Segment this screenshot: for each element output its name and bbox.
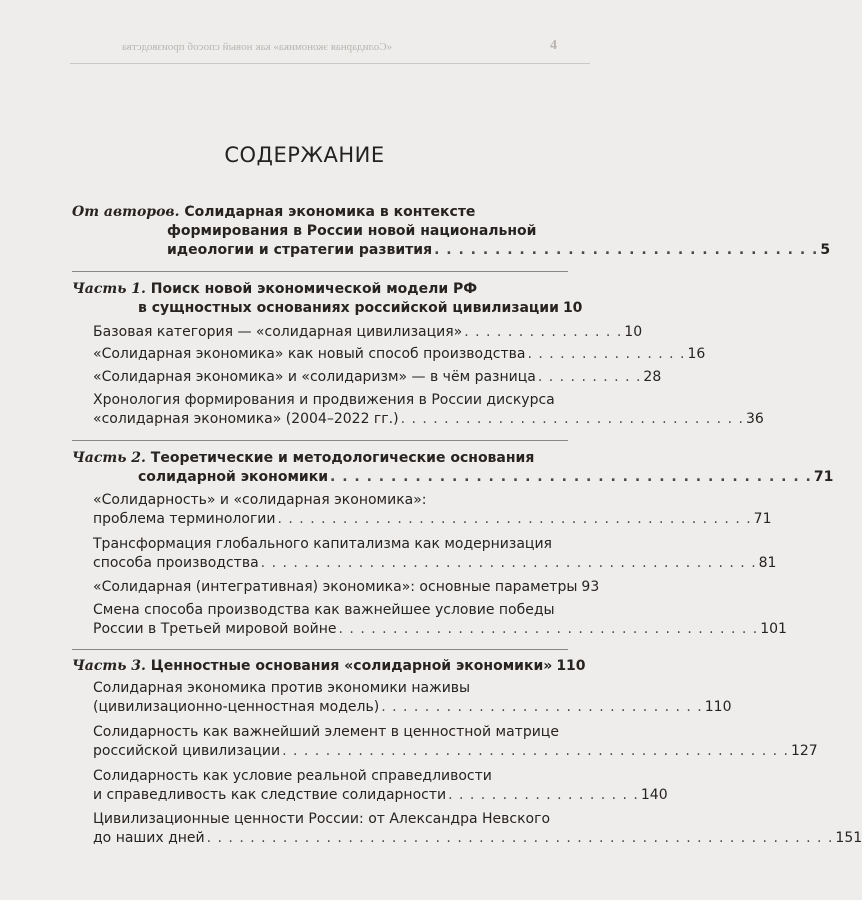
toc-entry-chapter[interactable] [93,323,643,342]
toc-entry-title-line: способа производства [93,555,259,571]
toc-entry-title-line: «Солидарная (интегративная) экономика»: основные параметры [93,579,578,595]
ghost-header-rule [70,63,590,64]
toc-page-number: 10 [562,300,583,316]
toc-entry-chapter[interactable] [93,578,600,597]
section-separator [72,649,568,650]
toc-entry-lead: Часть 2. [72,450,146,466]
toc-page-number: 71 [813,469,834,485]
toc-page-number: 93 [581,579,600,595]
toc-entry-title-line: Теоретические и методологические основания [150,450,535,466]
section-separator [72,271,568,272]
toc-page-number: 110 [556,658,586,674]
toc-entry-part-2[interactable] [72,449,834,487]
toc-leader-dots: . . . . . . . . . . . . . . . . . . . . . . . . . . . . . . . . . . . . . . . [338,621,759,637]
ghost-running-header: «Солидарная экономика» как новый способ производства [122,41,393,53]
toc-entry-part-1[interactable] [72,280,583,318]
toc-entry-title-line: формирования в России новой национальной [167,223,537,239]
toc-entry-lead: От авторов. [72,204,180,220]
toc-entry-chapter[interactable] [93,391,764,429]
toc-entry-chapter[interactable] [93,345,706,364]
toc-leader-dots: . . . . . . . . . . . . . . . [527,346,686,362]
toc-entry-title-line: «Солидарная экономика» и «солидаризм» — в чём разница [93,369,536,385]
toc-page-number: 127 [790,743,818,759]
ghost-page-number: 4 [550,38,557,53]
toc-entry-chapter[interactable] [93,601,787,639]
toc-entry-title-line: Хронология формирования и продвижения в России дискурса [93,392,555,408]
toc-page-number: 5 [820,242,831,258]
toc-entry-title-line: «Солидарность» и «солидарная экономика»: [93,492,427,508]
toc-entry-title-line: Ценностные основания «солидарной экономики» [150,658,553,674]
toc-entry-title-line: Солидарность как условие реальной справедливости [93,768,492,784]
toc-leader-dots: . . . . . . . . . . . . . . . . . . [448,787,639,803]
toc-page-number: 140 [640,787,668,803]
toc-page-number: 10 [624,324,643,340]
toc-leader-dots: . . . . . . . . . . . . . . . . . . . . . . . . . . . . . . . . . . . . . . . . . . . . . . . . . . . . . . . . . . [206,830,834,846]
toc-entry-title-line: «солидарная экономика» (2004–2022 гг.) [93,411,399,427]
toc-entry-title-line: Солидарная экономика в контексте [184,204,476,220]
toc-entry-title-line: солидарной экономики [138,469,329,485]
toc-page-number: 151 [835,830,862,846]
toc-entry-title-line: до наших дней [93,830,205,846]
toc-entry-title-line: Смена способа производства как важнейшее условие победы [93,602,555,618]
toc-entry-title-line: проблема терминологии [93,511,276,527]
toc-entry-chapter[interactable] [93,810,862,848]
toc-entry-title-line: «Солидарная экономика» как новый способ производства [93,346,526,362]
toc-leader-dots: . . . . . . . . . . [537,369,642,385]
toc-entry-lead: Часть 3. [72,658,146,674]
toc-entry-chapter[interactable] [93,767,668,805]
section-separator [72,440,568,441]
toc-page-number: 28 [643,369,662,385]
toc-entry-title-line: идеологии и стратегии развития [167,242,433,258]
toc-entry-chapter[interactable] [93,679,732,717]
toc-page-number: 36 [745,411,764,427]
toc-leader-dots: . . . . . . . . . . . . . . . . . . . . . . . . . . . . . . [381,699,703,715]
toc-entry-title-line: российской цивилизации [93,743,281,759]
toc-leader-dots: . . . . . . . . . . . . . . . . . . . . . . . . . . . . . . . . . . . . . . . . [330,469,812,485]
page-title: СОДЕРЖАНИЕ [224,143,385,167]
toc-page-number: 101 [760,621,787,637]
toc-entry-title-line: России в Третьей мировой войне [93,621,337,637]
toc-entry-authors[interactable] [72,203,831,260]
toc-entry-title-line: Солидарность как важнейший элемент в ценностной матрице [93,724,559,740]
toc-leader-dots: . . . . . . . . . . . . . . . . . . . . . . . . . . . . . . . . . . . . . . . . . . . . [277,511,752,527]
toc-entry-lead: Часть 1. [72,281,146,297]
toc-page-number: 71 [753,511,772,527]
toc-entry-title-line: Поиск новой экономической модели РФ [150,281,478,297]
toc-entry-title-line: в сущностных основаниях российской цивилизации [138,300,559,316]
toc-entry-title-line: Базовая категория — «солидарная цивилизация» [93,324,463,340]
toc-page-number: 81 [758,555,777,571]
toc-entry-title-line: (цивилизационно-ценностная модель) [93,699,380,715]
toc-entry-title-line: Трансформация глобального капитализма как модернизация [93,536,552,552]
toc-entry-chapter[interactable] [93,723,818,761]
toc-page-number: 110 [704,699,732,715]
toc-leader-dots: . . . . . . . . . . . . . . . . . . . . . . . . . . . . . . . . . . . . . . . . . . . . . . [260,555,757,571]
toc-leader-dots: . . . . . . . . . . . . . . . . . . . . . . . . . . . . . . . . [400,411,744,427]
toc-entry-title-line: и справедливость как следствие солидарности [93,787,447,803]
toc-entry-title-line: Солидарная экономика против экономики наживы [93,680,471,696]
toc-entry-chapter[interactable] [93,368,662,387]
toc-entry-title-line: Цивилизационные ценности России: от Александра Невского [93,811,551,827]
toc-entry-chapter[interactable] [93,535,777,573]
toc-entry-chapter[interactable] [93,491,772,529]
toc-entry-part-3[interactable] [72,657,586,676]
toc-leader-dots: . . . . . . . . . . . . . . . [464,324,623,340]
toc-leader-dots: . . . . . . . . . . . . . . . . . . . . . . . . . . . . . . . . . . . . . . . . . . . . . . . [282,743,789,759]
toc-page-number: 16 [687,346,706,362]
toc-leader-dots: . . . . . . . . . . . . . . . . . . . . . . . . . . . . . . . . [434,242,819,258]
